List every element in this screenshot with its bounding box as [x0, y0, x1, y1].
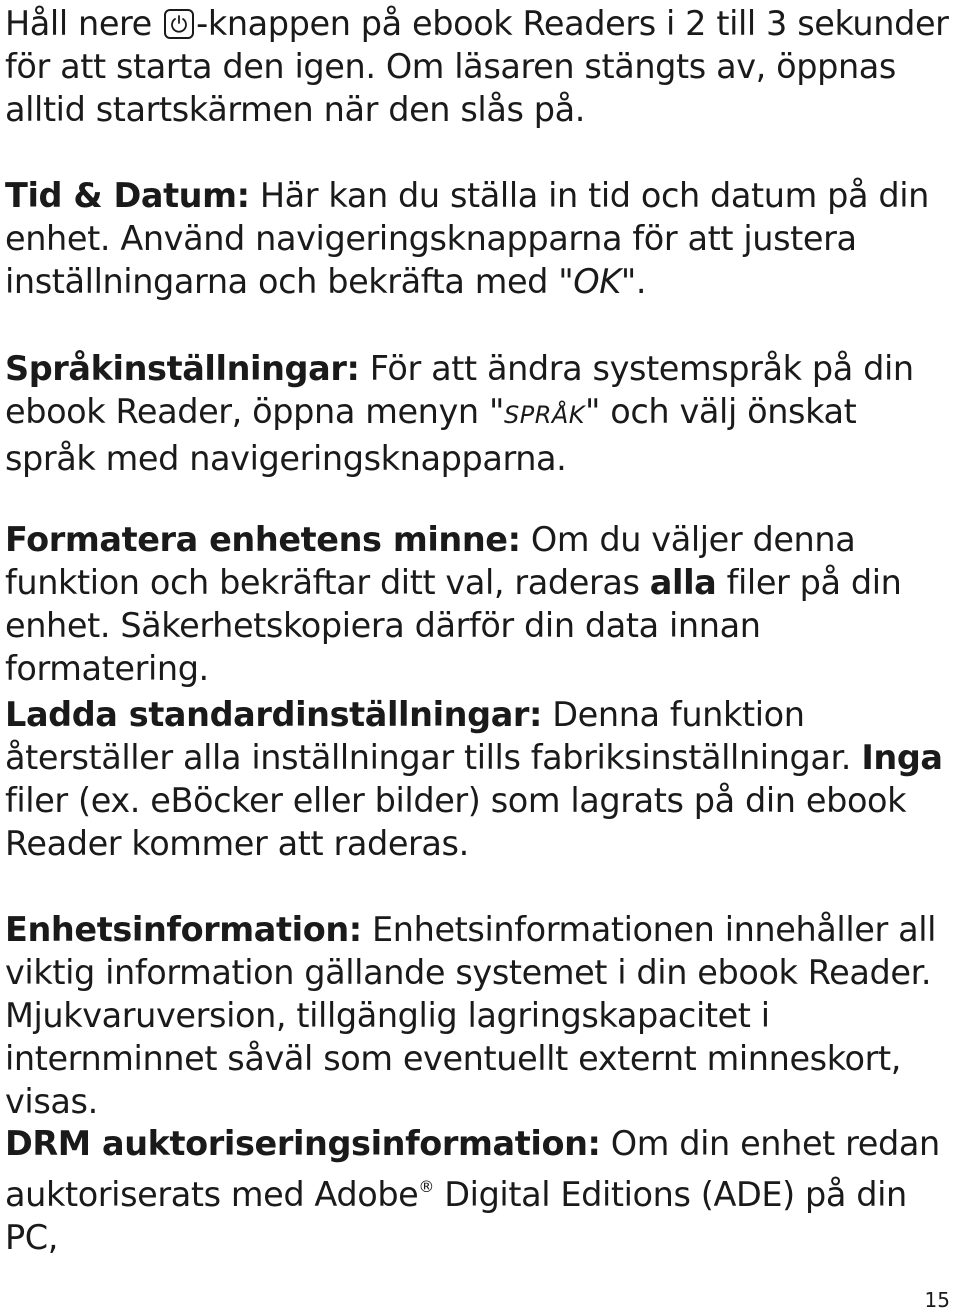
- device-info-text: Enhetsinformationen innehåller all viktig information gällande systemet i din ebook Reader. Mjukvaruversion, tillgänglig lagringskapacitet i internminnet såväl som eventuellt externt minneskort, visas.: [5, 910, 937, 1121]
- language-text-after: " och välj önskat språk med navigeringsknapparna.: [5, 392, 857, 478]
- format-emphasis: alla: [649, 563, 717, 602]
- reset-text-after: filer (ex. eBöcker eller bilder) som lagrats på din ebook Reader kommer att raderas.: [5, 781, 907, 863]
- device-info-heading: Enhetsinformation:: [5, 910, 362, 949]
- power-text-after: -knappen på ebook Readers i 2 till 3 sekunder för att starta den igen. Om läsaren stängts av, öppnas alltid startskärmen när den slås på.: [5, 4, 949, 129]
- time-date-text-after: ".: [620, 262, 647, 301]
- reset-heading: Ladda standardinställningar:: [5, 695, 543, 734]
- device-info-paragraph: [5, 908, 955, 1123]
- ok-label: OK: [573, 262, 621, 301]
- time-date-paragraph: [5, 174, 955, 303]
- drm-text-before: Om din enhet redan auktoriserats med Adobe: [5, 1124, 940, 1214]
- format-text-after: filer på din enhet. Säkerhetskopiera därför din data innan formatering.: [5, 563, 902, 688]
- drm-heading: DRM auktoriseringsinformation:: [5, 1124, 601, 1163]
- page-number: 15: [924, 1288, 950, 1312]
- power-icon: [164, 9, 194, 39]
- sprak-menu-label: SPRÅK: [504, 401, 586, 429]
- language-paragraph: [5, 347, 955, 480]
- format-heading: Formatera enhetens minne:: [5, 520, 521, 559]
- reset-paragraph: [5, 693, 955, 865]
- time-date-text-before: Här kan du ställa in tid och datum på din enhet. Använd navigeringsknapparna för att justera inställningarna och bekräfta med ": [5, 176, 929, 301]
- drm-text-after: Digital Editions (ADE) på din PC,: [5, 1175, 907, 1257]
- drm-paragraph: [5, 1122, 955, 1259]
- format-text-before: Om du väljer denna funktion och bekräftar ditt val, raderas: [5, 520, 856, 602]
- power-paragraph: [5, 2, 955, 131]
- power-text-before: Håll nere: [5, 4, 152, 43]
- language-text-before: För att ändra systemspråk på din ebook Reader, öppna menyn ": [5, 349, 914, 431]
- time-date-heading: Tid & Datum:: [5, 176, 250, 215]
- language-heading: Språkinställningar:: [5, 349, 360, 388]
- reset-emphasis: Inga: [861, 738, 943, 777]
- format-paragraph: [5, 518, 955, 690]
- registered-mark: ®: [418, 1177, 435, 1196]
- reset-text-before: Denna funktion återställer alla inställningar tills fabriksinställningar.: [5, 695, 862, 777]
